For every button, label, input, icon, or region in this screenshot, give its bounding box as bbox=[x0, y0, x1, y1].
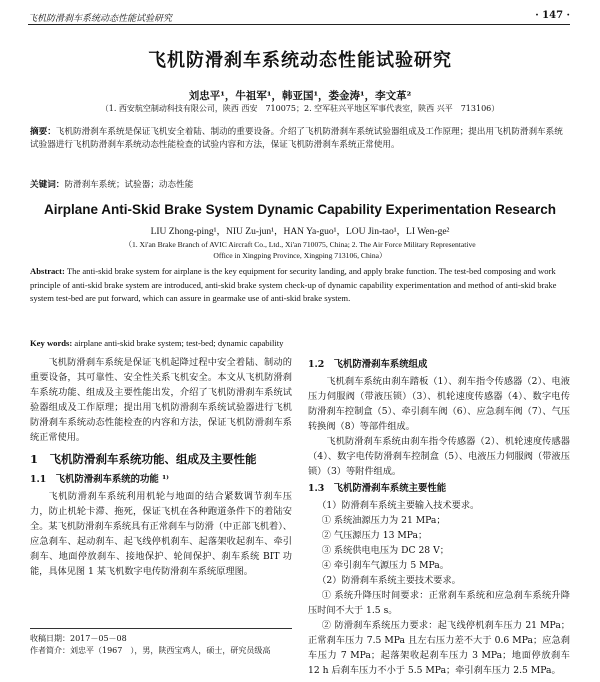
intro-paragraph: 飞机防滑刹车系统是保证飞机起降过程中安全着陆、制动的重要设备，其可靠性、安全性关系飞机安全。本文从飞机防滑刹车系统功能、组成及主要性能出发，介绍了飞机防滑刹车系统试验器组成及工作原理；提出用飞机防滑刹车系统试验器进行飞机防滑刹车系统动态性能检查的内容和方法，保证飞机防滑刹车系统正常使用。 bbox=[30, 357, 292, 443]
paper-title: 飞机防滑刹车系统动态性能试验研究 bbox=[148, 50, 452, 71]
section-1-heading: 1 飞机防滑刹车系统功能、组成及主要性能 bbox=[30, 452, 257, 466]
requirement-group-1: （1）防滑刹车系统主要输入技术要求。 bbox=[317, 500, 480, 511]
section-1-3-heading: 1.3 飞机防滑刹车系统主要性能 bbox=[308, 483, 447, 494]
keywords-cn-label: 关键词： bbox=[30, 180, 65, 190]
left-column bbox=[30, 355, 292, 579]
section-1-2-paragraph-2: 飞机防滑刹车系统由刹车指令传感器（2）、机轮速度传感器（4）、数字电传防滑刹车控制盒（5）、电液压力伺服阀（带液压锁）（3）等附件组成。 bbox=[308, 436, 570, 477]
keywords-cn-text: 防滑刹车系统；试验器；动态性能 bbox=[64, 180, 194, 190]
english-authors: LIU Zhong-ping¹，NIU Zu-jun¹，HAN Ya-guo¹，LOU Jin-tao¹，LI Wen-ge² bbox=[150, 227, 450, 237]
right-column bbox=[308, 355, 570, 678]
english-title: Airplane Anti-Skid Brake System Dynamic Capability Experimentation Research bbox=[44, 202, 556, 217]
requirement-item-5: ① 系统升降压时间要求：正常刹车系统和应急刹车系统升降压时间不大于 1.5 s。 bbox=[308, 590, 570, 616]
received-date: 收稿日期：2017－05－08 bbox=[30, 634, 127, 643]
affiliation: （1. 西安航空制动科技有限公司，陕西 西安 710075；2. 空军驻兴平地区军事代表室，陕西 兴平 713106） bbox=[100, 104, 500, 113]
section-1-2-paragraph-1: 飞机刹车系统由刹车踏板（1）、刹车指令传感器（2）、电液压力伺服阀（带液压锁）（3）、机轮速度传感器（4）、数字电传防滑刹车控制盒（5）、牵引刹车阀（6）、应急刹车阀（7）、气压转换阀（8）等部件组成。 bbox=[308, 376, 570, 432]
keywords-en-label: Key words: bbox=[30, 338, 73, 348]
abstract-cn bbox=[30, 126, 570, 152]
keywords-cn bbox=[30, 178, 570, 190]
requirement-item-6: ② 防滑刹车系统压力要求：起飞线停机刹车压力 21 MPa；正常刹车压力 7.5 MPa 且左右压力差不大于 0.6 MPa；应急刹车压力 7 MPa；起落架收起刹车压力 3 MPa；地面停放刹车 12 h 后刹车压力不小于 5.5 MPa；牵引刹车压力 2.5 MPa。 bbox=[308, 620, 570, 676]
english-affiliation-line-1: （1. Xi'an Brake Branch of AVIC Aircraft Co., Ltd., Xi'an 710075, China; 2. The Air Force Military Representative bbox=[124, 240, 476, 249]
footnote bbox=[30, 628, 292, 657]
keywords-en-text: airplane anti-skid brake system; test-bed; dynamic capability bbox=[74, 338, 284, 348]
requirement-item-3: ③ 系统供电电压为 DC 28 V； bbox=[321, 545, 449, 556]
abstract-en-label: Abstract: bbox=[30, 266, 65, 276]
keywords-en bbox=[30, 338, 570, 348]
english-affiliation bbox=[0, 239, 600, 261]
running-header bbox=[28, 10, 570, 25]
page-number: · 147 · bbox=[535, 10, 570, 21]
section-1-1-heading: 1.1 飞机防滑刹车系统的功能 ¹⁾ bbox=[30, 474, 169, 485]
requirement-item-2: ② 气压源压力 13 MPa； bbox=[321, 530, 428, 541]
abstract-en bbox=[30, 265, 570, 306]
requirement-item-4: ④ 牵引刹车气源压力 5 MPa。 bbox=[321, 560, 449, 571]
english-affiliation-line-2: Office in Xingping Province, Xingping 713106, China） bbox=[213, 251, 387, 260]
running-title: 飞机防滑刹车系统动态性能试验研究 bbox=[28, 14, 173, 24]
abstract-cn-label: 摘要： bbox=[30, 127, 56, 137]
abstract-en-text: The anti-skid brake system for airplane is the key equipment for security landing, and apply brake function. The test-bed composing and work principle of anti-skid brake system are introduced, anti-skid brake system check-up of dynamic capability experimentation and method of anti-skid brake system test-bed are put forward, which can assure in gearmake use of anti-skid brake system. bbox=[30, 266, 557, 303]
section-1-1-paragraph: 飞机防滑刹车系统利用机轮与地面的结合紧数调节刹车压力，防止机轮卡滞、拖死，保证飞机在各种跑道条件下的着陆安全。某飞机防滑刹车系统具有正常刹车与防滑（中正部飞机着）、应急刹车、起动刹车、起飞线停机刹车、起落架收起刹车、牵引刹车、地面停放刹车、接地保护、轮间保护、刹车系统 BIT 功能，具体见图 1 某飞机数字电传防滑刹车系统原理图。 bbox=[30, 491, 292, 577]
author-list: 刘忠平¹，牛祖军¹，韩亚国¹，娄金涛¹，李文革² bbox=[188, 90, 412, 102]
requirement-group-2: （2）防滑刹车系统主要技术要求。 bbox=[317, 575, 461, 586]
section-1-2-heading: 1.2 飞机防滑刹车系统组成 bbox=[308, 359, 428, 370]
author-bio: 作者简介：刘忠平（1967 ），男，陕西宝鸡人，硕士，研究员级高 bbox=[30, 646, 271, 655]
requirement-item-1: ① 系统油源压力为 21 MPa； bbox=[321, 515, 446, 526]
abstract-cn-text: 飞机防滑刹车系统是保证飞机安全着陆、制动的重要设备。介绍了飞机防滑刹车系统试验器组成及工作原理；提出用飞机防滑刹车系统试验器进行飞机防滑刹车系统动态性能检查的试验内容和方法，保证飞机防滑刹车系统正常使用。 bbox=[30, 127, 563, 150]
